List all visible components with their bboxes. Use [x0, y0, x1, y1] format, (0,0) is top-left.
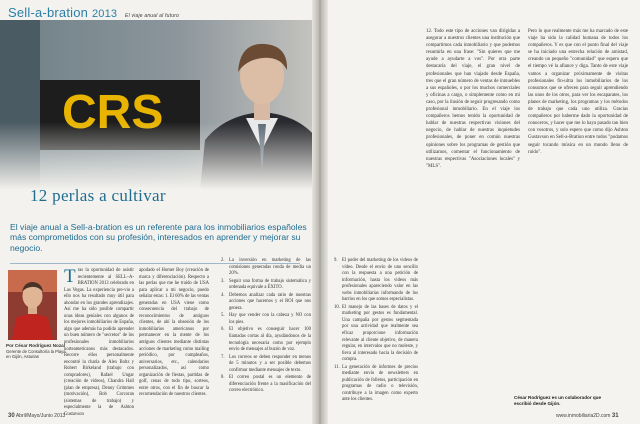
list-item: 6. El objetivo es conseguir hacer 100 llamadas cortas al día, ayudándonos de la tecnología necesaria como por ejemplo envío de mensajes al buzón de voz. [221, 327, 311, 353]
photo-caption [6, 343, 66, 360]
author-signoff [514, 395, 601, 406]
tips-list-2 [334, 258, 418, 410]
article-title: 12 perlas a cultivar [30, 186, 166, 205]
folio-left [8, 413, 65, 419]
body-column-right-2 [528, 28, 628, 394]
list-item: 7. Los correos se deben responder en menos de 5 minutos y a ser posible debemos confirmar mediante mensajes de texto. [221, 354, 311, 373]
list-item: 5. Hay que vender con la cabeza y NO con los pies. [221, 313, 311, 325]
list-item: 4. Debemos analizar cada ratio de nuestras acciones que hacemos y el ROI que nos genera. [221, 292, 311, 311]
list-item: 10. El manejo de las bases de datos y el marketing por gestos es fundamental. Una campaña por gestos segmentada por una actividad que realmente sea eficaz proporcione información relevante al cliente objetivo, de manera regular, en intervalos que no moleste, y lleva al interesado hacia la decisión de compra. [334, 304, 418, 363]
body-column-1 [64, 266, 134, 418]
brand-year: 2013 [91, 8, 118, 20]
author-role: Gerente de Consultoría la Playa en Gijón, Asturias [6, 348, 66, 359]
signoff-line-2: escribió desde Gijón. [514, 400, 561, 406]
author-portrait [8, 270, 57, 340]
column-right-2-text: Pero lo que realmente más me ha marcado de este viaje ha sido la calidad humana de todos los compañeros. Y es que con el punto final del viaje se ha iniciado una estrecha relación de amistad, creando un pequeño "comunidad" que espero que el tiempo vé la afiance y diga. Tanto de este viaje vamos a organizar próximamente de visitas profesionales fin-ultra los inmobiliarios de los consumos que se ofrecen para seguir aprendiendo las unos de los otros, para ver los escaparates, los planes de marketing, los programas y los métodos de trabajo que cada uno utiliza. Gracias compañeros por haberme dado la oportunidad de conoceros, y hacer que me lo haya pasado tan bien con vosotros, y solo espero que como dijo Ashton Gustavson en Sell-a-Bration entre todos "podamos seguir tocando música en un mundo lleno de ruido". [528, 29, 628, 155]
spine-gutter [312, 0, 328, 424]
list-item: 9. El poder del marketing de los videos de vídeo. Desde el envío de uno sencillo con la respuesta a una petición de información, hasta los videos más profesionales apareciendo valor en las webs inmobiliarias informando de los barrios en los que somos especialistas. [334, 258, 418, 303]
list-item: 2. La inversión en marketing de las comisiones generadas ronda de media un 20%. [221, 258, 311, 277]
author-photo [8, 270, 57, 340]
issue-date: Abril/Mayo/Junio 2013 [15, 413, 66, 419]
list-item: 8. El correo postal es un elemento de diferenciación frente a la masificación del correo electrónico. [221, 375, 311, 394]
header-tagline: El viaje anual al futuro [125, 13, 180, 19]
brand-name: Sell-a-bration [8, 5, 89, 20]
article-lead: El viaje anual a Sell-a-bration es un referente para los inmobiliarios españoles más comprometidos con su profesión, interesados en aprender y mejorar su negocio. [10, 222, 307, 253]
column-right-1-text: 12. Todo este tipo de acciones van dirigidas a asegurar a nuestros clientes una institución que compartimos cada inmobiliario y que podemos resumirla en una frase: "Sin quieres que me ayude a ayudarte a vos". Por otra parte destacaría del viaje, el gran nivel de profesionales que han viajado desde España, tres que el gran número de ventas de inmuebles a sus españoles, o por los muchos comerciales y oficinas a cargo, o simplemente como en mi caso, por la ilusión de seguir progresando como profesional inmobiliario. En el viaje los compañeros hemos tenido la oportunidad de hablar de nuestras respectivas visiones del negocio, de hablar de nuestras inquietudes profesionales, de poner en común nuestras opiniones sobre los programas de gestión que utilizamos, comentar el funcionamiento de nuestras respectivas "Asociaciones locales" y "MLS". [426, 29, 520, 169]
hero-photo [0, 20, 326, 190]
tips-list-1 [221, 258, 311, 410]
signoff-line-1: César Rodríguez es un colaborador que [514, 395, 602, 400]
body-column-2 [139, 268, 209, 410]
list-item: 3. Seguir una forma de trabajo sistemática y ordenada equivale a ÉXITO. [221, 278, 311, 291]
list-item: 11. La generación de informes de precios mediante envío de newsletters en publicación de folletos, participación en programas de radio o televisión, contribuye a la imagen como experto ante los clientes. [334, 364, 418, 403]
column-2-text: apodado el Homer Boy (creación de marca y diferenciación). Respecto a las perlas que me he traído de USA para aplicar a mi negocio, puedo señalar estas: 1. El 60% de las ventas generadas en USA viene como consecuencia del trabajo de reconocimientos de antiguos clientes, de ahí la obsesión de los inmobiliarios americanos por permanecer en la mente de los antiguos clientes mediante distintas acciones de marketing como mailing periódico, por cumpleaños, aniversarios, etc., calendarios personalizados, así como organización de fiestas, partidas de golf, cenas de todo tipo, sorteos, entre otros, con el fin de buscar la recomendación de nuestros clientes. [139, 268, 209, 398]
author-name: Por César Rodríguez Nozal [6, 343, 65, 348]
folio-right [556, 413, 619, 419]
page-number-right: 31 [611, 413, 619, 419]
website-url: www.inmobiliaria2D.com [556, 413, 611, 419]
hero-illustration [0, 20, 326, 190]
column-1-text: ras la oportunidad de asistir recientemente al SELL–A-BRATION 2013 celebrado en Las Vegas. La experiencia pre-vio a ello nos ha resultado muy útil para ahondar en los grandes aprendizajes. Así me ha sido posible compartir unas ideas geniales con algunos de los mejores inmobiliarios de España, algo que además ha podido aprender un buen número de "secretos" de los profesionales inmobiliarios norteamericanos más destacados. Recorre ellos personalmente encontré la charla de Alex Bolts y Robert Birkeland (trabajo con compradores), Rafael Ungar (creación de videos), Chandra Hall (plan de empresa), Denny Grimmes (motivación), Bob Corcoran (sistemas de trabajo) y especialmente la de Ashton Gustavson [64, 268, 134, 418]
body-column-right-1 [426, 28, 520, 410]
drop-cap: T [64, 266, 76, 287]
page-number-left: 30 [8, 413, 15, 419]
section-header [8, 5, 179, 20]
